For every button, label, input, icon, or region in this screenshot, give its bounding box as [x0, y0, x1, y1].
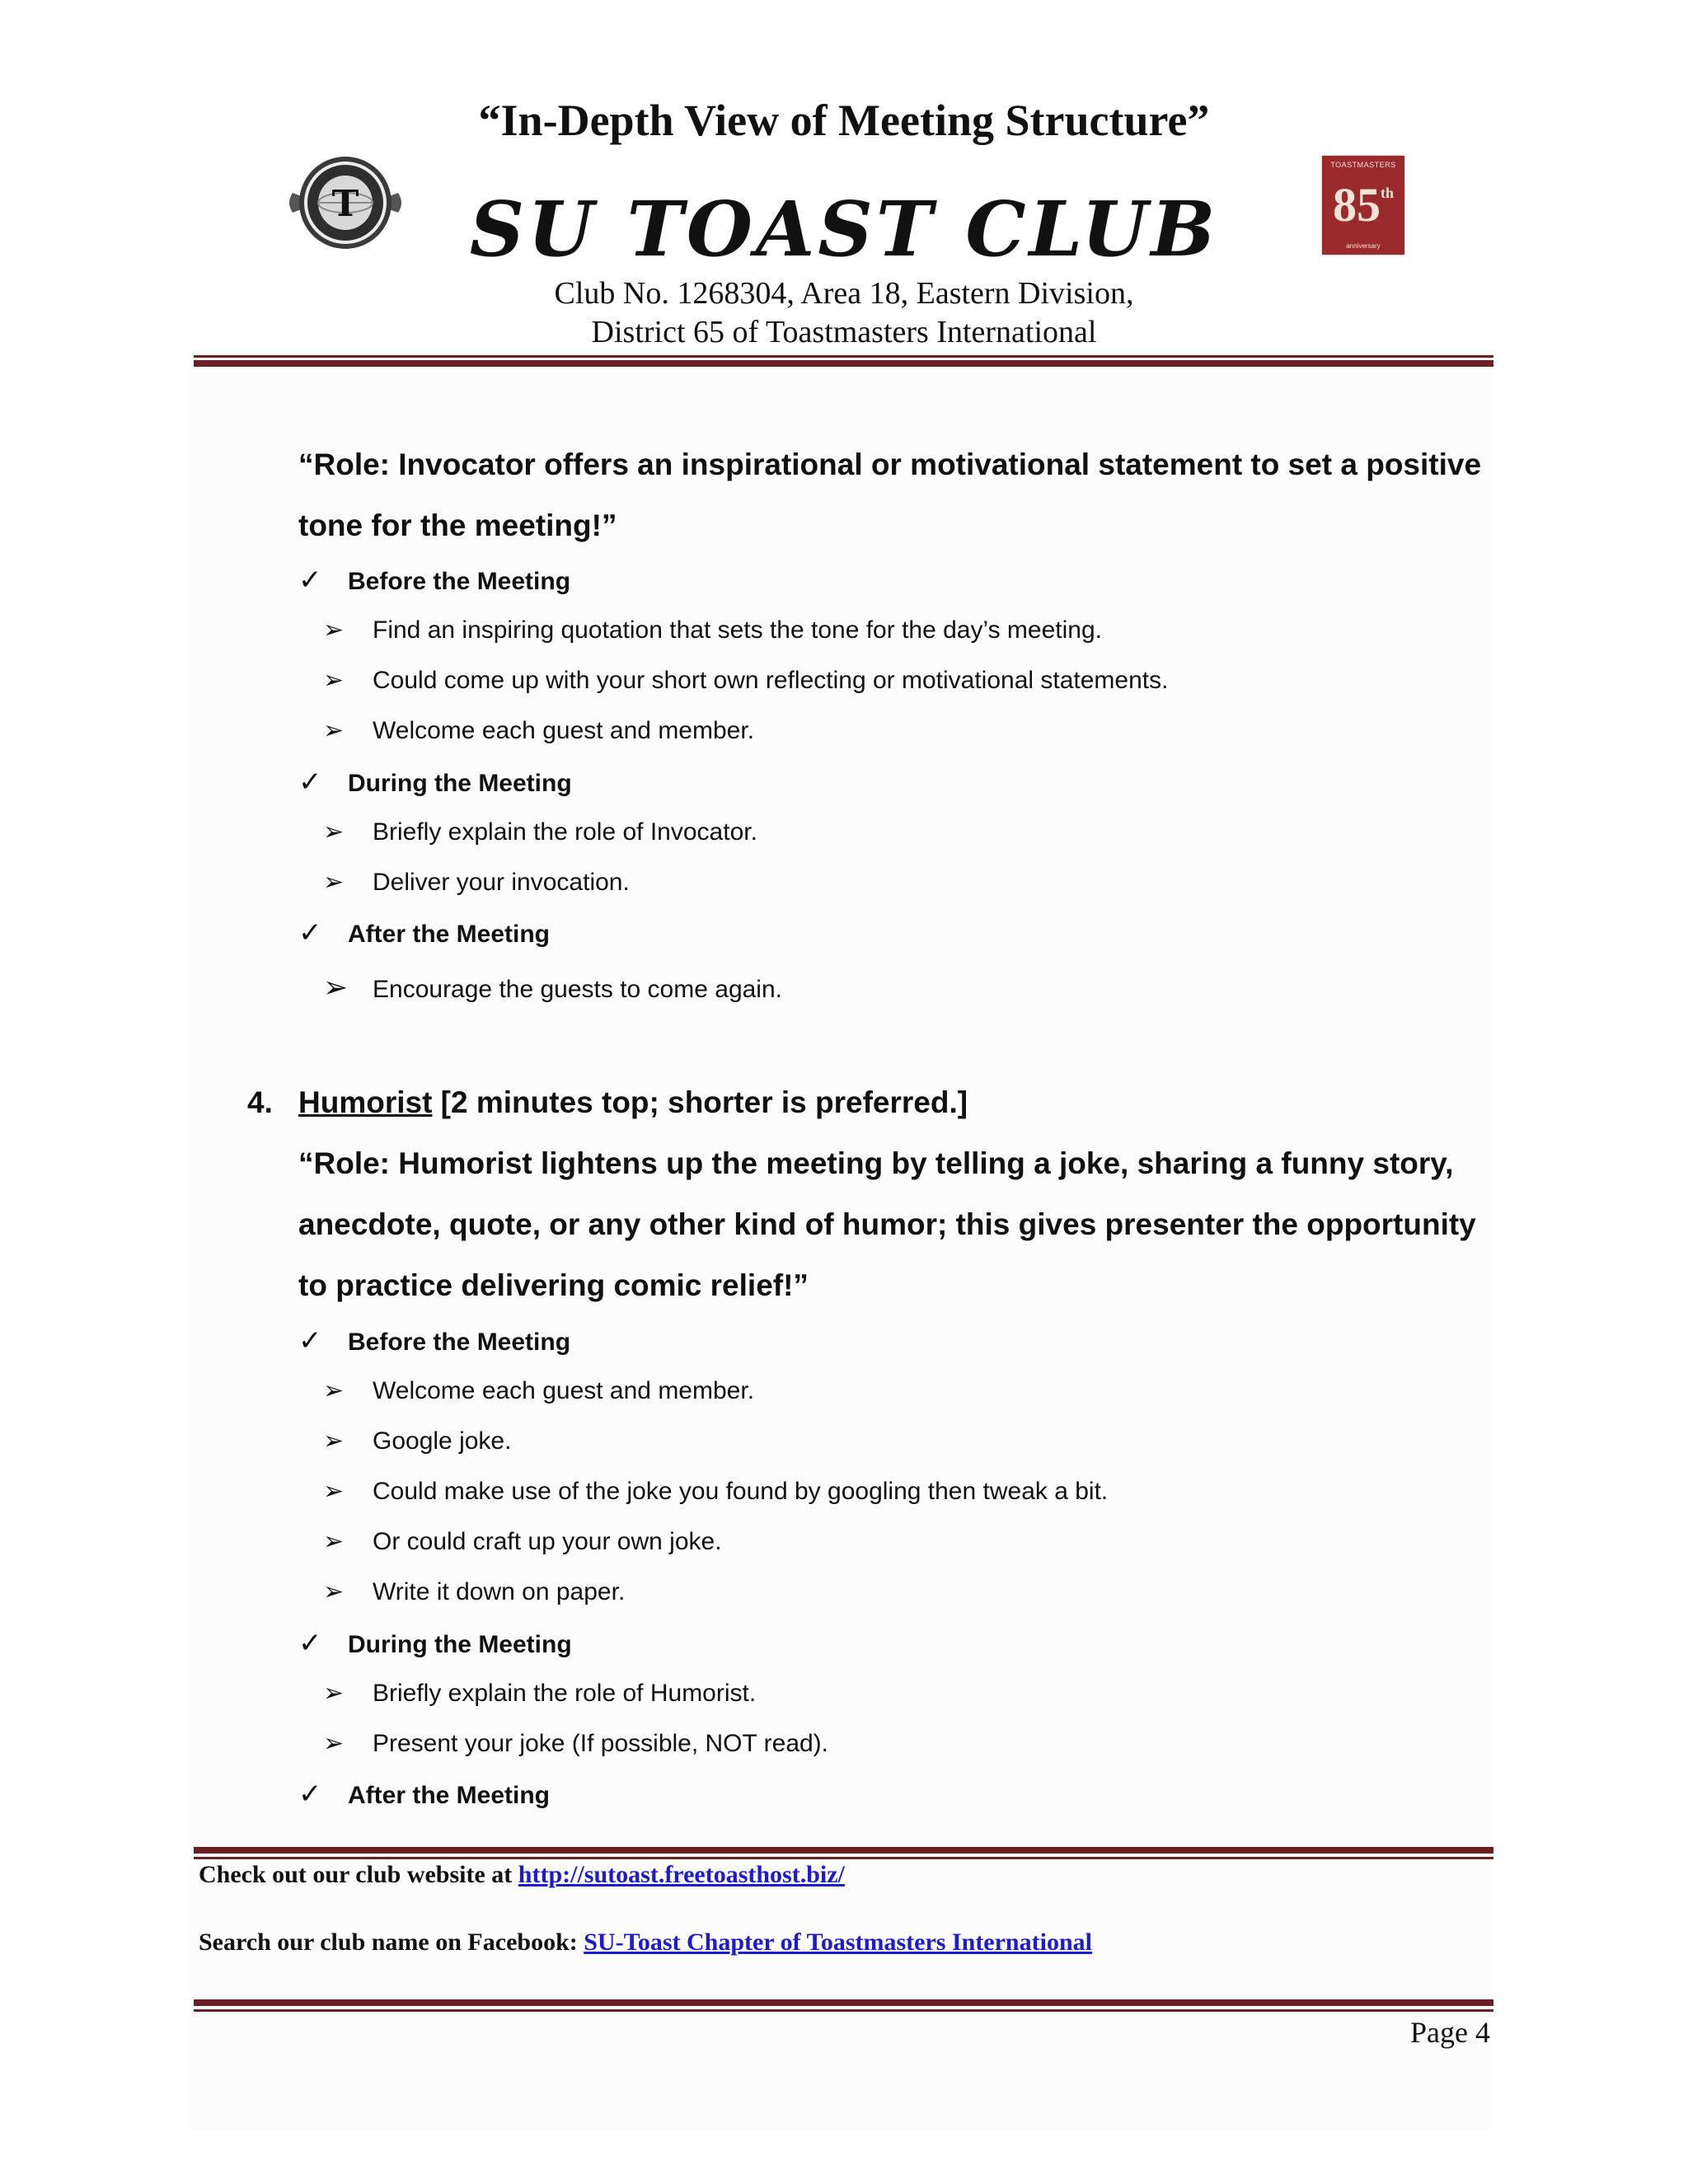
club-info-line-1: Club No. 1268304, Area 18, Eastern Division,: [554, 276, 1134, 311]
arrow-bullet-icon: ➢: [323, 1478, 345, 1505]
check-icon: ✓: [298, 1325, 322, 1357]
footer-bottom-rule-thin: [194, 2009, 1493, 2012]
list-item: ➢ Encourage the guests to come again.: [323, 970, 782, 1004]
humorist-role-statement: “Role: Humorist lightens up the meeting by telling a joke, sharing a funny story, anecdote, quote, or any other kind of humor; this gives presenter the opportunity to practice delivering comic relief!”: [298, 1146, 1476, 1302]
arrow-bullet-icon: ➢: [323, 1680, 345, 1707]
arrow-bullet-icon: ➢: [323, 869, 345, 896]
club-name: SU TOAST CLUB: [469, 185, 1219, 274]
list-item: ➢ Deliver your invocation.: [323, 866, 630, 899]
arrow-bullet-icon: ➢: [323, 1578, 345, 1605]
page-number: Page 4: [1410, 2016, 1490, 2049]
anniversary-logo-brand: TOASTMASTERS: [1330, 161, 1396, 169]
arrow-bullet-icon: ➢: [323, 667, 345, 694]
website-line: Check out our club website at http://sutoast.freetoasthost.biz/: [199, 1861, 845, 1888]
list-item: ➢ Briefly explain the role of Invocator.: [323, 816, 757, 849]
list-item: ➢ Could come up with your short own reflecting or motivational statements.: [323, 664, 1168, 697]
list-item: ➢ Welcome each guest and member.: [323, 715, 754, 748]
invocator-role-statement: “Role: Invocator offers an inspirational or motivational statement to set a positive tone for the meeting!”: [298, 448, 1482, 542]
humorist-title: Humorist: [298, 1085, 433, 1119]
arrow-bullet-icon: ➢: [323, 818, 345, 846]
list-item: ➢ Write it down on paper.: [323, 1576, 625, 1609]
arrow-bullet-icon: ➢: [323, 1730, 345, 1757]
facebook-link[interactable]: SU-Toast Chapter of Toastmasters International: [584, 1929, 1092, 1956]
svg-text:T: T: [331, 183, 359, 225]
list-item: ➢ Welcome each guest and member.: [323, 1375, 754, 1408]
footer-rule-thin: [194, 1857, 1493, 1859]
list-item: ➢ Google joke.: [323, 1425, 511, 1458]
check-icon: ✓: [298, 565, 322, 596]
header-rule-thin: [194, 355, 1493, 358]
humorist-during-heading: ✓ During the Meeting: [298, 1628, 572, 1659]
arrow-bullet-icon: ➢: [323, 1377, 345, 1404]
footer-bottom-rule-thick: [194, 1999, 1493, 2006]
invocator-during-heading: ✓ During the Meeting: [298, 766, 572, 798]
arrow-bullet-icon: ➢: [323, 1528, 345, 1555]
anniversary-logo-caption: anniversary: [1346, 242, 1381, 250]
arrow-bullet-icon: ➢: [323, 970, 349, 1004]
document-title: “In-Depth View of Meeting Structure”: [478, 96, 1210, 145]
list-item: ➢ Or could craft up your own joke.: [323, 1526, 722, 1558]
arrow-bullet-icon: ➢: [323, 717, 345, 744]
arrow-bullet-icon: ➢: [323, 1427, 345, 1455]
club-info-line-2: District 65 of Toastmasters International: [591, 315, 1097, 349]
invocator-before-heading: ✓ Before the Meeting: [298, 565, 571, 596]
header-rule-thick: [194, 360, 1493, 367]
check-icon: ✓: [298, 766, 322, 798]
list-item: ➢ Could make use of the joke you found by googling then tweak a bit.: [323, 1475, 1108, 1508]
check-icon: ✓: [298, 1779, 322, 1810]
list-item: ➢ Briefly explain the role of Humorist.: [323, 1677, 756, 1710]
website-link[interactable]: http://sutoast.freetoasthost.biz/: [518, 1861, 845, 1888]
list-item: ➢ Present your joke (If possible, NOT read).: [323, 1727, 828, 1760]
humorist-heading: 4. Humorist [2 minutes top; shorter is preferred.]: [247, 1085, 968, 1119]
list-item: ➢ Find an inspiring quotation that sets the tone for the day’s meeting.: [323, 614, 1102, 647]
humorist-before-heading: ✓ Before the Meeting: [298, 1325, 571, 1357]
humorist-after-heading: ✓ After the Meeting: [298, 1779, 551, 1810]
anniversary-logo-number: 85th: [1332, 178, 1394, 232]
footer-rule-thick: [194, 1847, 1493, 1854]
facebook-line: Search our club name on Facebook: SU-Toast Chapter of Toastmasters International: [199, 1929, 1092, 1956]
invocator-after-heading: ✓ After the Meeting: [298, 917, 551, 949]
check-icon: ✓: [298, 917, 322, 949]
check-icon: ✓: [298, 1628, 322, 1659]
arrow-bullet-icon: ➢: [323, 616, 345, 644]
